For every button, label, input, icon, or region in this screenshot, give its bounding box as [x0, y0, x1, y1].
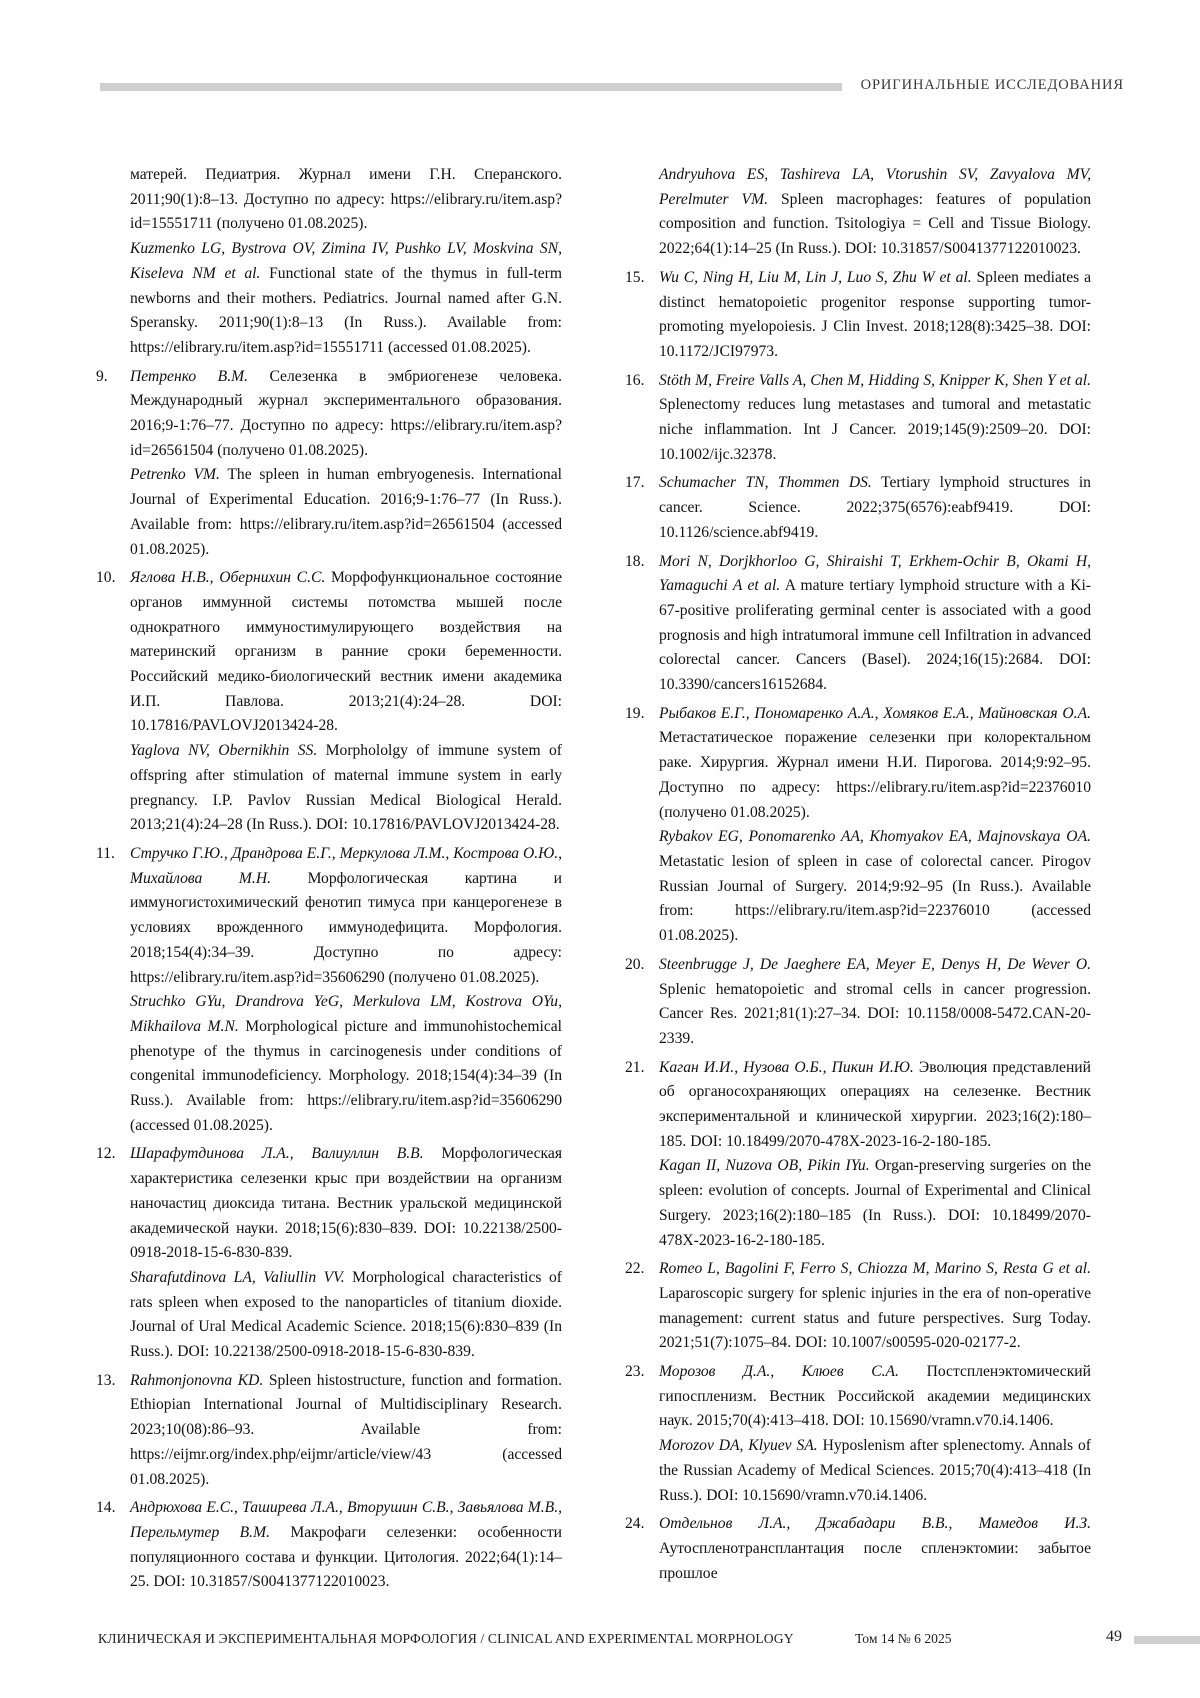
reference-text — [659, 369, 1091, 468]
reference-citation: Spleen histostructure, function and formation. Ethiopian International Journal of Multidisciplinary Research. 2023;10(08):86–93. Available from: https://eijmr.org/index.php/eijmr/article/view/43 (accessed 01.08.2025). — [130, 1371, 562, 1488]
reference-citation: Морфологическая характеристика селезенки крыс при воздействии на организм наночастиц диоксида титана. Вестник уральской медицинской академической науки. 2018;15(6):830–839. DOI: 10.22138/2500-0918-2018-15-6-830-839. — [130, 1145, 562, 1262]
reference-citation: Hyposlenism after splenectomy. Annals of the Russian Academy of Medical Sciences. 2015;70(4):413–418 (In Russ.). DOI: 10.15690/vramn.v70.i4.1406. — [659, 1437, 1091, 1504]
reference-text — [130, 739, 562, 838]
reference-item — [96, 1142, 562, 1364]
reference-item — [625, 1360, 1091, 1508]
reference-item — [625, 953, 1091, 1052]
reference-item — [625, 1512, 1091, 1586]
reference-number: 18. — [625, 552, 645, 570]
reference-item — [96, 842, 562, 1138]
reference-citation: Splenectomy reduces lung metastases and tumoral and metastatic niche inflammation. Int J Cancer. 2019;145(9):2509–20. DOI: 10.1002/ijc.32378. — [659, 396, 1091, 463]
reference-authors: Каган И.И., Нузова О.Б., Пикин И.Ю. — [659, 1058, 914, 1076]
reference-citation: Эволюция представлений об органосохраняющих операциях на селезенке. Вестник экспериментальной и клинической хирургии. 2023;16(2):180–185. DOI: 10.18499/2070-478X-2023-16-2-180-185. — [659, 1058, 1091, 1150]
reference-text — [130, 1369, 562, 1493]
reference-text — [130, 1142, 562, 1266]
reference-citation: Metastatic lesion of spleen in case of colorectal cancer. Pirogov Russian Journal of Surgery. 2014;9:92–95 (In Russ.). Available from: https://elibrary.ru/item.asp?id=22376010 (accessed 01.08.2025). — [659, 852, 1091, 945]
reference-number: 22. — [625, 1260, 645, 1278]
reference-text — [130, 463, 562, 562]
reference-item — [625, 550, 1091, 698]
reference-text — [659, 1154, 1091, 1253]
reference-number: 10. — [96, 569, 116, 587]
reference-item — [625, 471, 1091, 545]
reference-text — [659, 163, 1091, 262]
reference-citation: A mature tertiary lymphoid structure with a Ki-67-positive proliferating germinal center is associated with a good prognosis and high intratumoral immune cell Infiltration in advanced colorectal cancer. Cancers (Basel). 2024;16(15):2684. DOI: 10.3390/cancers16152684. — [659, 577, 1091, 694]
reference-citation: The spleen in human embryogenesis. International Journal of Experimental Education. 2016;9-1:76–77 (In Russ.). Available from: https://elibrary.ru/item.asp?id=26561504 (accessed 01.08.2025). — [130, 466, 562, 558]
reference-authors: Петренко В.М. — [130, 367, 248, 385]
reference-citation: Morphological characteristics of rats spleen when exposed to the nanoparticles of titanium dioxide. Journal of Ural Medical Academic Science. 2018;15(6):830–839 (In Russ.). DOI: 10.22138/2500-0918-2018-15-6-830-839. — [130, 1268, 562, 1361]
reference-authors: Отдельнов Л.А., Джабадари В.В., Мамедов И.З. — [659, 1515, 1091, 1533]
reference-text — [659, 1257, 1091, 1356]
reference-authors: Стручко Г.Ю., Драндрова Е.Г., Меркулова Л.М., Кострова О.Ю., Михайлова М.Н. — [130, 844, 562, 887]
reference-item — [625, 369, 1091, 468]
reference-citation: матерей. Педиатрия. Журнал имени Г.Н. Сперанского. 2011;90(1):8–13. Доступно по адресу: https://elibrary.ru/item.asp?id=15551711 (получено 01.08.2025). — [130, 166, 562, 233]
reference-number: 23. — [625, 1363, 645, 1381]
reference-text — [130, 1266, 562, 1365]
reference-citation: Аутоспленотрансплантация после спленэктомии: забытое прошлое — [659, 1539, 1091, 1582]
reference-item — [625, 702, 1091, 949]
reference-text — [130, 566, 562, 739]
reference-authors: Andryuhova ES, Tashireva LA, Vtorushin SV, Zavyalova MV, Perelmuter VM. — [659, 166, 1091, 208]
reference-text — [659, 1512, 1091, 1586]
reference-item — [96, 1369, 562, 1493]
reference-item — [625, 1056, 1091, 1254]
reference-text — [130, 990, 562, 1138]
page-number: 49 — [1106, 1628, 1122, 1645]
reference-authors: Морозов Д.А., Клюев С.А. — [659, 1363, 899, 1381]
reference-authors: Яглова Н.В., Обернихин С.С. — [130, 569, 326, 587]
reference-authors: Romeo L, Bagolini F, Ferro S, Chiozza M, Marino S, Resta G et al. — [659, 1260, 1091, 1278]
reference-text — [130, 842, 562, 990]
reference-text — [659, 471, 1091, 545]
reference-number: 16. — [625, 371, 645, 389]
reference-item — [96, 163, 562, 361]
reference-item — [625, 1257, 1091, 1356]
reference-item — [96, 566, 562, 838]
reference-item — [625, 266, 1091, 365]
reference-authors: Petrenko VM. — [130, 466, 220, 484]
reference-text — [130, 237, 562, 361]
reference-text — [659, 702, 1091, 826]
reference-citation: Селезенка в эмбриогенезе человека. Международный журнал экспериментального образования. 2016;9-1:76–77. Доступно по адресу: https://elibrary.ru/item.asp?id=26561504 (получено 01.08.2025). — [130, 367, 562, 459]
reference-authors: Kuzmenko LG, Bystrova OV, Zimina IV, Pushko LV, Moskvina SN, Kiseleva NM et al. — [130, 240, 562, 282]
reference-item — [96, 365, 562, 563]
reference-text — [659, 953, 1091, 1052]
reference-authors: Morozov DA, Klyuev SA. — [659, 1437, 818, 1455]
reference-citation: Functional state of the thymus in full-term newborns and their mothers. Pediatrics. Journal named after G.N. Speransky. 2011;90(1):8–13 (In Russ.). Available from: https://elibrary.ru/item.asp?id=15551711 (accessed 01.08.2025). — [130, 264, 562, 356]
reference-citation: Морфофункциональное состояние органов иммунной системы потомства мышей после однократного иммуностимулирующего воздействия на материнский организм в ранние сроки беременности. Российский медико-биологический вестник имени академика И.П. Павлова. 2013;21(4):24–28. DOI: 10.17816/PAVLOVJ2013424-28. — [130, 569, 562, 735]
reference-number: 13. — [96, 1371, 116, 1389]
reference-citation: Spleen macrophages: features of population composition and function. Tsitologiya = Cell and Tissue Biology. 2022;64(1):14–25 (In Russ.). DOI: 10.31857/S0041377122010023. — [659, 190, 1091, 258]
reference-citation: Laparoscopic surgery for splenic injuries in the era of non-operative management: current status and future perspectives. Surg Today. 2021;51(7):1075–84. DOI: 10.1007/s00595-020-02177-2. — [659, 1284, 1091, 1352]
reference-text — [130, 365, 562, 464]
reference-number: 12. — [96, 1145, 116, 1163]
reference-number: 15. — [625, 268, 645, 286]
references-column-left — [96, 163, 562, 1599]
reference-citation: Splenic hematopoietic and stromal cells in cancer progression. Cancer Res. 2021;81(1):27–34. DOI: 10.1158/0008-5472.CAN-20-2339. — [659, 980, 1091, 1047]
reference-citation: Spleen mediates a distinct hematopoietic progenitor response supporting tumor-promoting myelopoiesis. J Clin Invest. 2018;128(8):3425–38. DOI: 10.1172/JCI97973. — [659, 268, 1092, 360]
reference-number: 20. — [625, 955, 645, 973]
header-rule — [100, 83, 842, 91]
reference-text — [130, 163, 562, 237]
reference-text — [130, 1496, 562, 1595]
reference-number: 24. — [625, 1515, 645, 1533]
reference-number: 14. — [96, 1499, 116, 1517]
reference-text — [659, 1360, 1091, 1434]
reference-number: 21. — [625, 1058, 645, 1076]
reference-citation: Морфологическая картина и иммуногистохимический фенотип тимуса при канцерогенезе в условиях врожденного иммунодефицита. Морфология. 2018;154(4):34–39. Доступно по адресу: https://elibrary.ru/item.asp?id=35606290 (получено 01.08.2025). — [130, 869, 562, 986]
reference-authors: Wu C, Ning H, Liu M, Lin J, Luo S, Zhu W et al. — [659, 268, 972, 286]
footer-issue: Том 14 № 6 2025 — [855, 1631, 952, 1646]
section-title: ОРИГИНАЛЬНЫЕ ИССЛЕДОВАНИЯ — [860, 77, 1124, 93]
reference-citation: Постспленэктомический гипоспленизм. Вестник Российской академии медицинских наук. 2015;70(4):413–418. DOI: 10.15690/vramn.v70.i4.1406. — [659, 1363, 1091, 1430]
reference-text — [659, 550, 1091, 698]
reference-authors: Андрюхова Е.С., Таширева Л.А., Вторушин С.В., Завьялова М.В., Перельмутер В.М. — [130, 1499, 562, 1541]
reference-number: 17. — [625, 474, 645, 492]
reference-authors: Rahmonjonovna KD. — [130, 1371, 264, 1389]
reference-citation: Organ-preserving surgeries on the spleen: evolution of concepts. Journal of Experimental and Clinical Surgery. 2023;16(2):180–185 (In Russ.). DOI: 10.18499/2070-478X-2023-16-2-180-185. — [659, 1157, 1091, 1249]
reference-authors: Stöth M, Freire Valls A, Chen M, Hidding S, Knipper K, Shen Y et al. — [659, 371, 1091, 389]
reference-text — [659, 825, 1091, 949]
reference-citation: Метастатическое поражение селезенки при колоректальном раке. Хирургия. Журнал имени Н.И. Пирогова. 2014;9:92–95. Доступно по адресу: https://elibrary.ru/item.asp?id=22376010 (получено 01.08.2025). — [659, 729, 1091, 821]
reference-text — [659, 266, 1091, 365]
reference-citation: Tertiary lymphoid structures in cancer. Science. 2022;375(6576):eabf9419. DOI: 10.1126/science.abf9419. — [659, 474, 1091, 541]
reference-authors: Struchko GYu, Drandrova YeG, Merkulova LM, Kostrova OYu, Mikhailova M.N. — [130, 993, 562, 1035]
reference-authors: Rybakov EG, Ponomarenko AA, Khomyakov EA, Majnovskaya OA. — [659, 828, 1091, 846]
references-column-right — [625, 163, 1091, 1590]
reference-authors: Рыбаков Е.Г., Пономаренко А.А., Хомяков Е.А., Майновская О.А. — [659, 704, 1091, 722]
reference-authors: Mori N, Dorjkhorloo G, Shiraishi T, Erkhem-Ochir B, Okami H, Yamaguchi A et al. — [659, 552, 1091, 595]
reference-number: 19. — [625, 704, 645, 722]
reference-text — [659, 1434, 1091, 1508]
reference-citation: Morphological picture and immunohistochemical phenotype of the thymus in carcinogenesis under conditions of congenital immunodeficiency. Morphology. 2018;154(4):34–39 (In Russ.). Available from: https://elibrary.ru/item.asp?id=35606290 (accessed 01.08.2025). — [130, 1017, 562, 1134]
reference-authors: Kagan II, Nuzova OB, Pikin IYu. — [659, 1157, 870, 1175]
reference-item — [96, 1496, 562, 1595]
reference-authors: Yaglova NV, Obernikhin SS. — [130, 742, 318, 760]
reference-authors: Шарафутдинова Л.А., Валиуллин В.В. — [130, 1145, 424, 1163]
reference-number: 9. — [96, 367, 108, 385]
reference-authors: Schumacher TN, Thommen DS. — [659, 474, 872, 492]
reference-number: 11. — [96, 844, 115, 862]
reference-authors: Sharafutdinova LA, Valiullin VV. — [130, 1268, 345, 1286]
reference-item — [625, 163, 1091, 262]
footer-journal-title: КЛИНИЧЕСКАЯ И ЭКСПЕРИМЕНТАЛЬНАЯ МОРФОЛОГИЯ / CLINICAL AND EXPERIMENTAL MORPHOLOGY — [98, 1631, 794, 1646]
reference-citation: Макрофаги селезенки: особенности популяционного состава и функции. Цитология. 2022;64(1):14–25. DOI: 10.31857/S0041377122010023. — [130, 1523, 562, 1591]
reference-text — [659, 1056, 1091, 1155]
reference-authors: Steenbrugge J, De Jaeghere EA, Meyer E, Denys H, De Wever O. — [659, 955, 1091, 973]
footer-rule — [1134, 1636, 1200, 1644]
reference-citation: Morphololgy of immune system of offspring after stimulation of maternal immune system in early pregnancy. I.P. Pavlov Russian Medical Biological Herald. 2013;21(4):24–28 (In Russ.). DOI: 10.17816/PAVLOVJ2013424-28. — [130, 742, 562, 834]
